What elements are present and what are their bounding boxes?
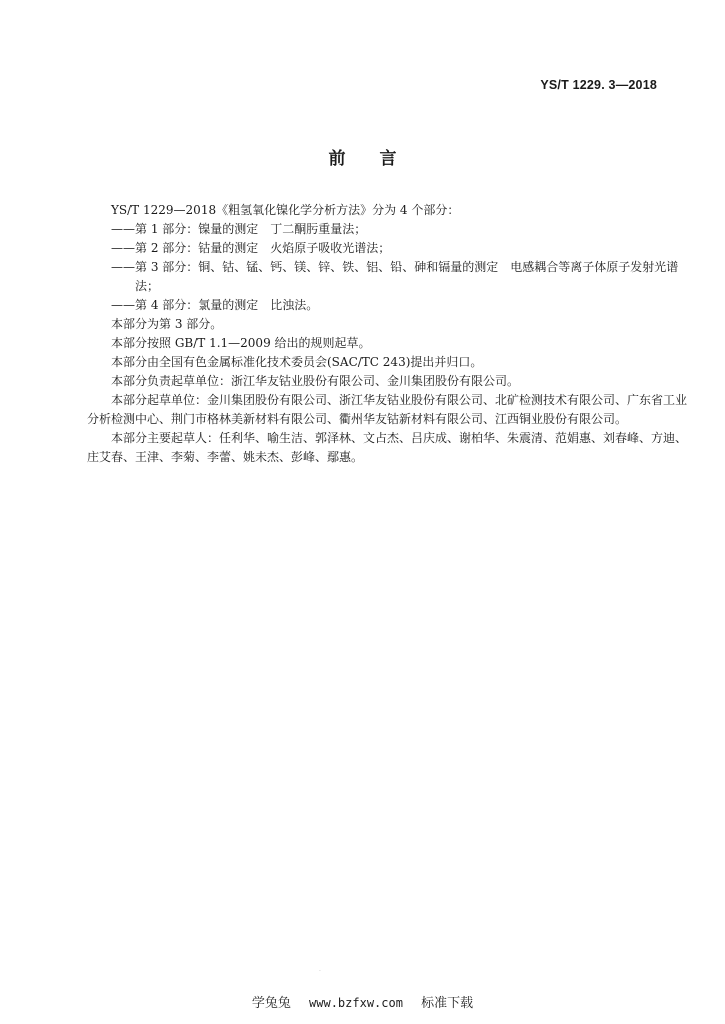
footer-watermark (0, 992, 725, 1011)
responsible-paragraph: 本部分负责起草单位：浙江华友钴业股份有限公司、金川集团股份有限公司。 (111, 374, 520, 388)
page-title: 前言 (328, 149, 431, 169)
part-3-item-continued: 法； (135, 279, 160, 293)
intro-paragraph: YS/T 1229—2018《粗氢氧化镍化学分析方法》分为 4 个部分： (111, 203, 460, 217)
proposed-paragraph: 本部分由全国有色金属标准化技术委员会(SAC/TC 243)提出并归口。 (111, 355, 483, 369)
part-1-item: ——第 1 部分：镍量的测定 丁二酮肟重量法； (111, 222, 367, 236)
drafters-paragraph: 本部分主要起草人：任利华、喻生洁、郭泽林、文占杰、吕庆成、谢柏华、朱震清、范娟惠、刘春峰、方迪、庄艾春、王津、李菊、李蕾、姚未杰、彭峰、鄢惠。 (87, 431, 688, 464)
drafting-units-paragraph: 本部分起草单位：金川集团股份有限公司、浙江华友钴业股份有限公司、北矿检测技术有限公司、广东省工业分析检测中心、荆门市格林美新材料有限公司、衢州华友钴新材料有限公司、江西铜业股份有限公司。 (87, 393, 688, 426)
part-4-item: ——第 4 部分：氯量的测定 比浊法。 (111, 298, 319, 312)
foreword-body (87, 201, 687, 467)
part-3-item: ——第 3 部分：铜、钴、锰、钙、镁、锌、铁、铝、铅、砷和镉量的测定 电感耦合等离子体原子发射光谱 (111, 260, 679, 274)
document-code: YS/T 1229. 3—2018 (540, 78, 657, 92)
footer-url[interactable]: www.bzfxw.com (309, 996, 403, 1010)
rules-paragraph: 本部分按照 GB/T 1.1—2009 给出的规则起草。 (111, 336, 371, 350)
footer-brand: 学兔兔 (251, 996, 291, 1011)
footer-tagline: 标准下载 (421, 996, 474, 1011)
this-part-paragraph: 本部分为第 3 部分。 (111, 317, 223, 331)
page-mark: · (319, 968, 321, 975)
part-2-item: ——第 2 部分：钴量的测定 火焰原子吸收光谱法； (111, 241, 391, 255)
